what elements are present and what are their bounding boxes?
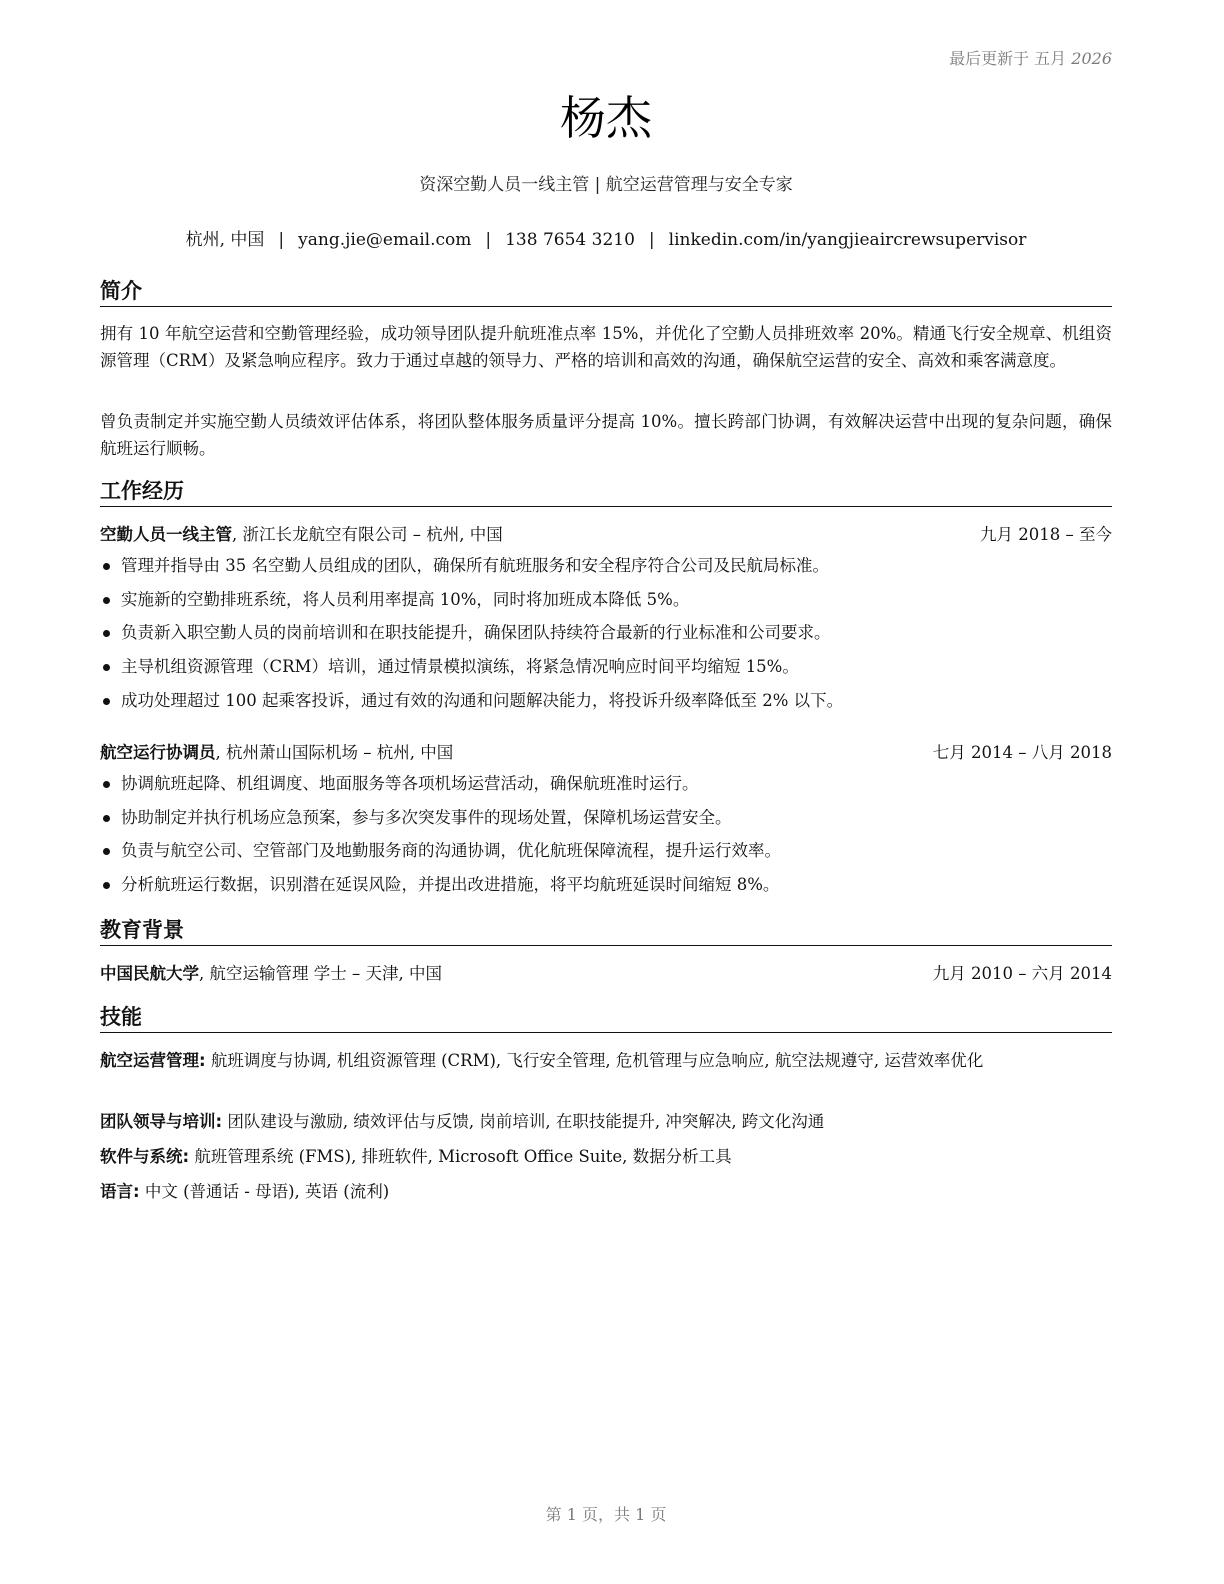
contact-separator: | [278,230,285,250]
contact-email[interactable]: yang.jie@email.com [298,230,472,250]
job-bullet: 负责新入职空勤人员的岗前培训和在职技能提升，确保团队持续符合最新的行业标准和公司要求。 [100,621,1112,655]
skill-category: 软件与系统: [100,1147,190,1166]
job-organization: , 杭州萧山国际机场 – 杭州, 中国 [215,743,454,762]
section-title-skills: 技能 [100,1003,1112,1033]
job-bullet: 协助制定并执行机场应急预案，参与多次突发事件的现场处置，保障机场运营安全。 [100,806,1112,840]
job-bullet: 成功处理超过 100 起乘客投诉，通过有效的沟通和问题解决能力，将投诉升级率降低至 2% 以下。 [100,689,1112,723]
job-bullet: 分析航班运行数据，识别潜在延误风险，并提出改进措施，将平均航班延误时间缩短 8%。 [100,873,1112,907]
job-date: 九月 2018 – 至今 [980,525,1112,544]
skill-value: 中文 (普通话 - 母语), 英语 (流利) [139,1182,390,1201]
skill-row [100,1048,1112,1074]
education-entry [100,962,1112,986]
contact-phone[interactable]: 138 7654 3210 [505,230,635,250]
section-title-summary: 简介 [100,277,1112,307]
skill-category: 团队领导与培训: [100,1112,223,1131]
page-footer: 第 1 页，共 1 页 [545,1505,667,1524]
job-bullet: 管理并指导由 35 名空勤人员组成的团队，确保所有航班服务和安全程序符合公司及民航局标准。 [100,554,1112,588]
contact-linkedin[interactable]: linkedin.com/in/yangjieaircrewsupervisor [668,230,1027,250]
education-school: 中国民航大学 [100,964,199,983]
skill-value: 团队建设与激励, 绩效评估与反馈, 岗前培训, 在职技能提升, 冲突解决, 跨文化沟通 [222,1112,825,1131]
section-title-education: 教育背景 [100,916,1112,946]
last-updated-year: 2026 [1071,49,1112,68]
job-role: 空勤人员一线主管 [100,525,232,544]
education-detail: , 航空运输管理 学士 – 天津, 中国 [199,964,442,983]
job-header [100,741,1112,765]
job-bullet-list [100,772,1112,907]
job-bullet: 主导机组资源管理（CRM）培训，通过情景模拟演练，将紧急情况响应时间平均缩短 15%。 [100,655,1112,689]
skill-value: 航班调度与协调, 机组资源管理 (CRM), 飞行安全管理, 危机管理与应急响应, 航空法规遵守, 运营效率优化 [205,1051,984,1070]
job-bullet-list [100,554,1112,722]
job-bullet: 负责与航空公司、空管部门及地勤服务商的沟通协调，优化航班保障流程，提升运行效率。 [100,839,1112,873]
skill-value: 航班管理系统 (FMS), 排班软件, Microsoft Office Suite, 数据分析工具 [189,1147,732,1166]
job-role: 航空运行协调员 [100,743,216,762]
skill-row [100,1109,1112,1135]
last-updated [949,46,1112,69]
contact-separator: | [485,230,492,250]
contact-location: 杭州, 中国 [185,230,265,250]
section-title-experience: 工作经历 [100,477,1112,507]
candidate-name: 杨杰 [560,91,652,145]
summary-paragraph: 拥有 10 年航空运营和空勤管理经验，成功领导团队提升航班准点率 15%，并优化了空勤人员排班效率 20%。精通飞行安全规章、机组资源管理（CRM）及紧急响应程序。致力于通过卓越的领导力、严格的培训和高效的沟通，确保航空运营的安全、高效和乘客满意度。 [100,324,1112,370]
summary-paragraph: 曾负责制定并实施空勤人员绩效评估体系，将团队整体服务质量评分提高 10%。擅长跨部门协调，有效解决运营中出现的复杂问题，确保航班运行顺畅。 [100,412,1112,458]
contact-separator: | [648,230,655,250]
contact-line [100,225,1112,250]
skill-category: 航空运营管理: [100,1051,206,1070]
job-bullet: 实施新的空勤排班系统，将人员利用率提高 10%，同时将加班成本降低 5%。 [100,588,1112,622]
skill-category: 语言: [100,1182,140,1201]
job-date: 七月 2014 – 八月 2018 [932,743,1112,762]
job-organization: , 浙江长龙航空有限公司 – 杭州, 中国 [232,525,503,544]
skill-row [100,1144,1112,1170]
skill-row [100,1179,1112,1205]
candidate-subtitle: 资深空勤人员一线主管 | 航空运营管理与安全专家 [419,175,793,195]
education-date: 九月 2010 – 六月 2014 [932,964,1112,983]
job-bullet: 协调航班起降、机组调度、地面服务等各项机场运营活动，确保航班准时运行。 [100,772,1112,806]
last-updated-label: 最后更新于 五月 [949,49,1067,68]
job-header [100,523,1112,547]
resume-page [100,0,1112,1584]
